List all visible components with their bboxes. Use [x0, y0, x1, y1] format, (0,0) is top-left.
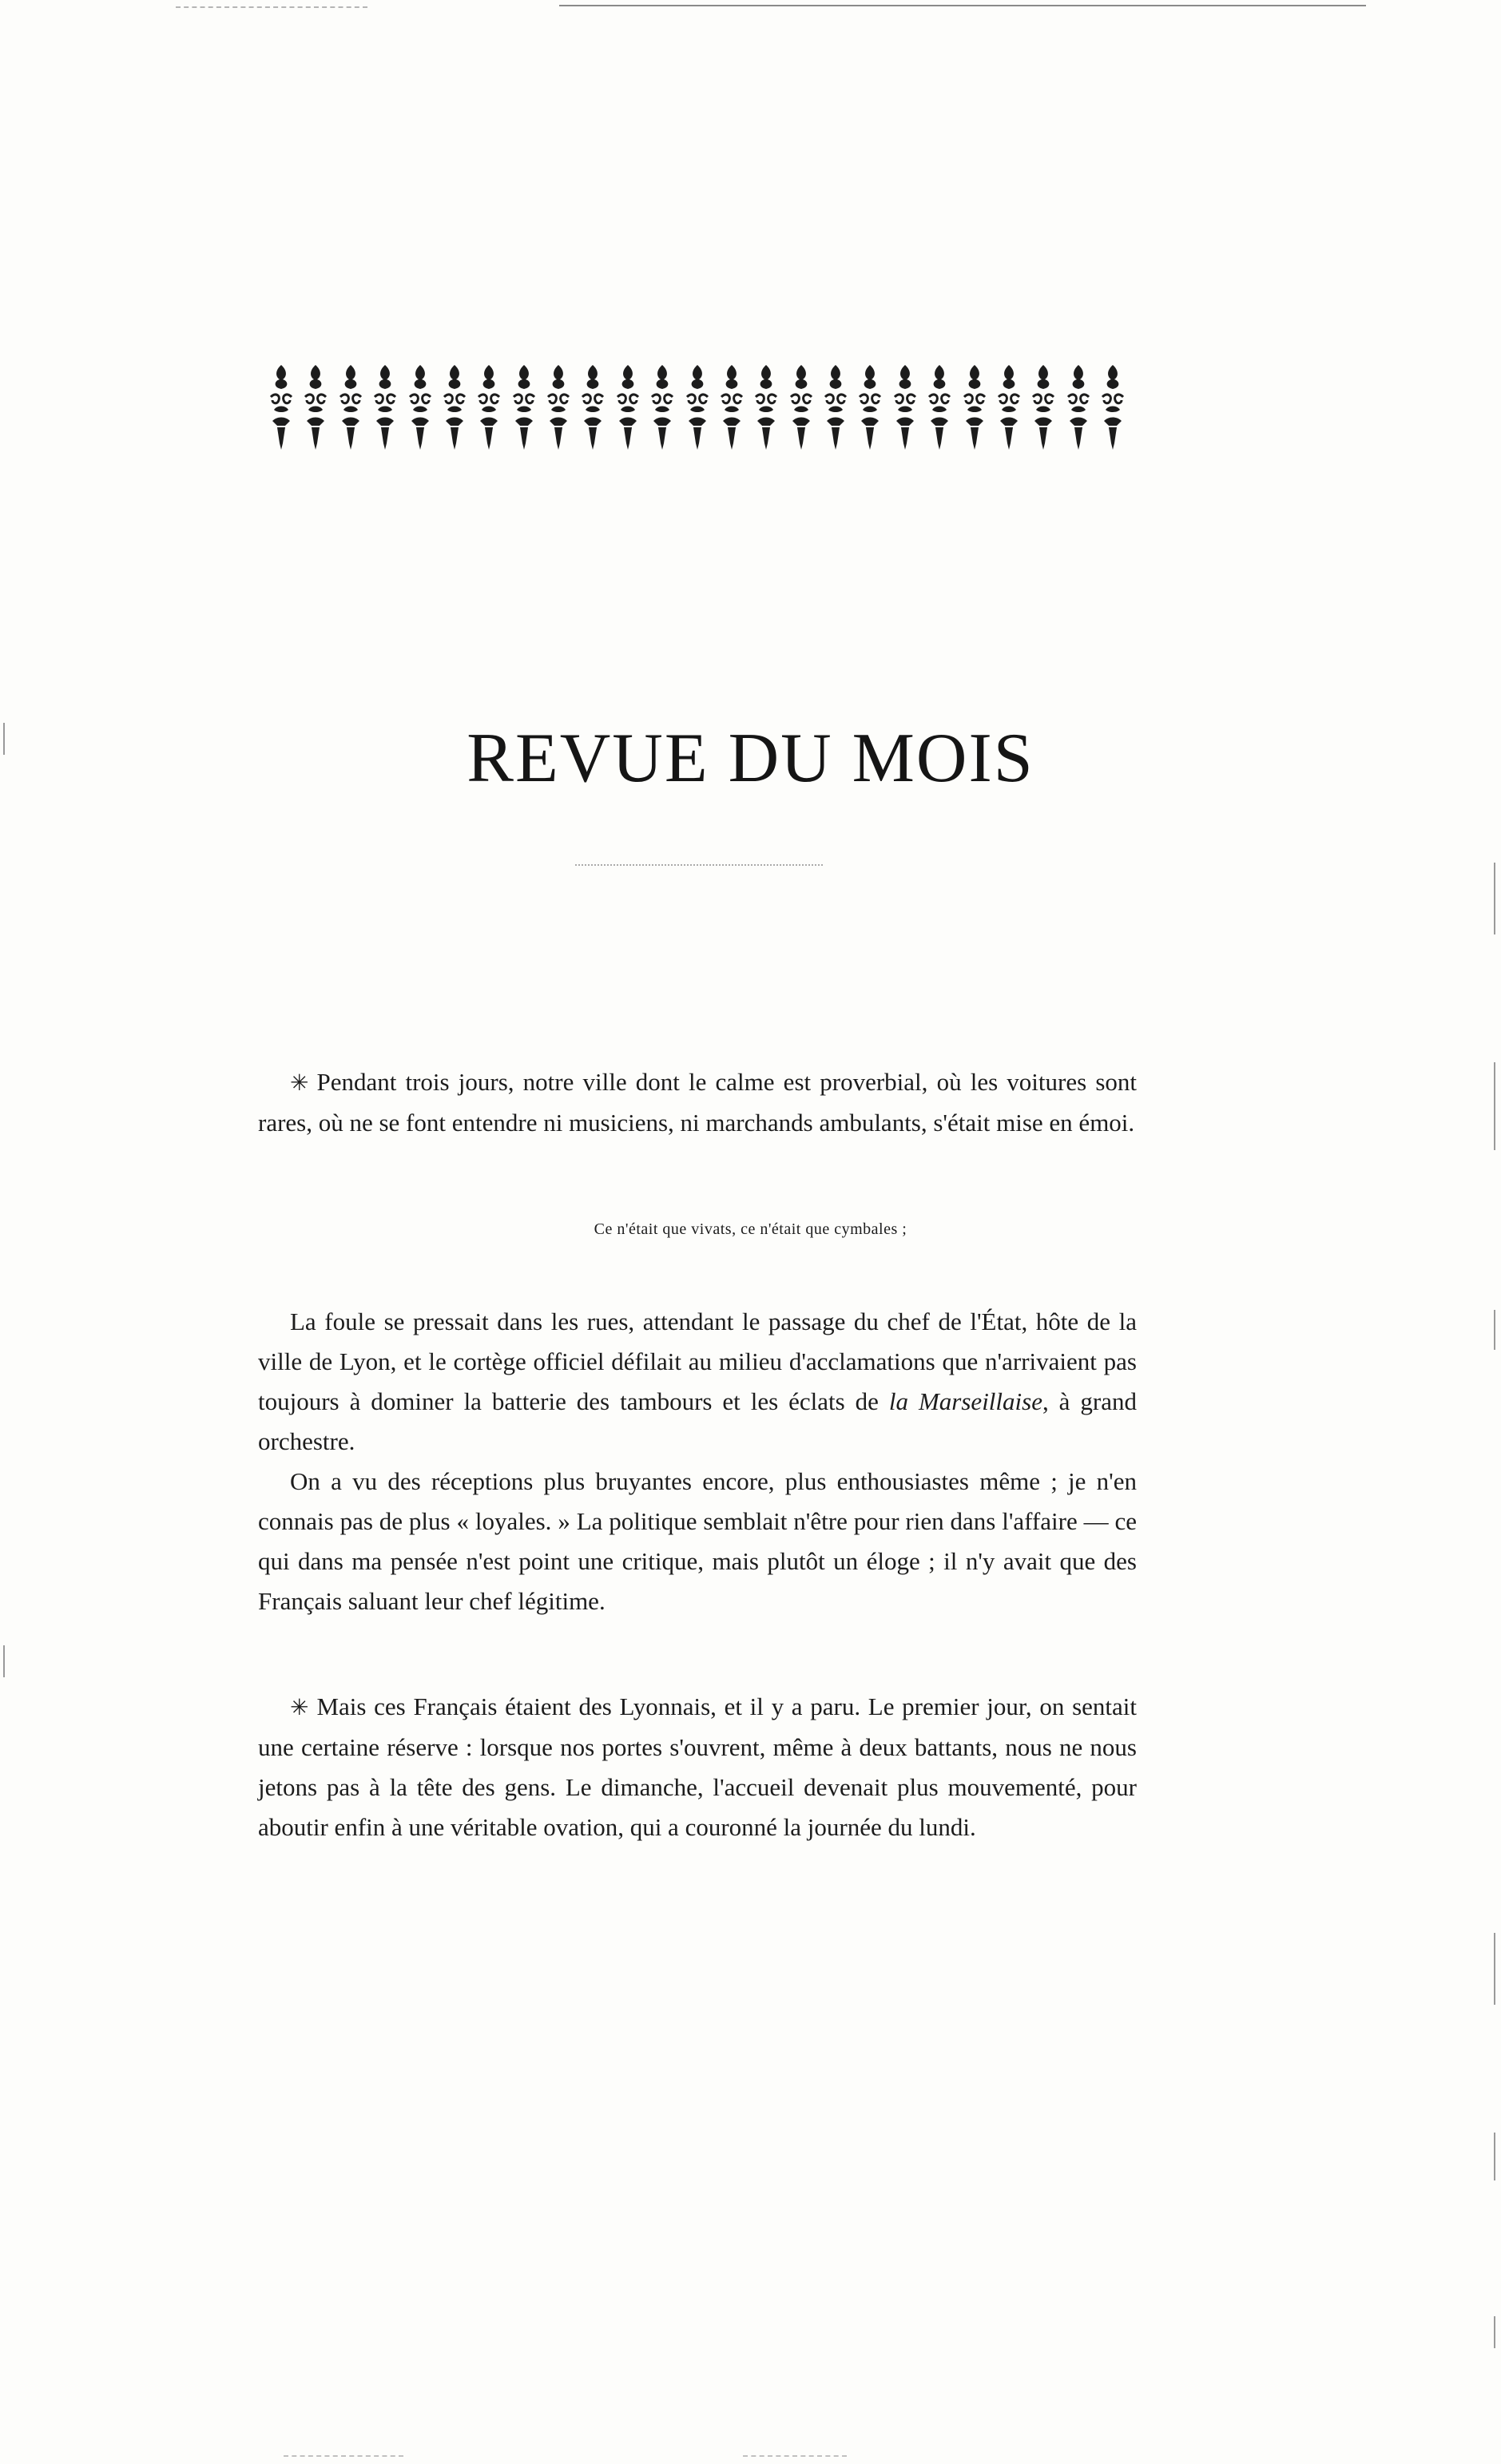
- fleuron-icon: [995, 363, 1023, 451]
- paragraph-4: [258, 1687, 1137, 1847]
- fleuron-icon: [926, 363, 953, 451]
- fleuron-icon: [441, 363, 468, 451]
- paragraph-2-end: , à grand orchestre.: [258, 1387, 1137, 1455]
- scan-edge-right: [1494, 863, 1495, 934]
- fleuron-icon: [856, 363, 884, 451]
- verse-quote: Ce n'était que vivats, ce n'était que cymbales ;: [594, 1220, 907, 1238]
- fleuron-icon: [268, 363, 295, 451]
- fleuron-icon: [1065, 363, 1092, 451]
- asterism-icon: ✳: [290, 1694, 309, 1720]
- paragraph-1: [258, 1062, 1137, 1143]
- fleuron-icon: [822, 363, 849, 451]
- asterism-icon: ✳: [290, 1069, 309, 1096]
- fleuron-icon: [579, 363, 606, 451]
- fleuron-icon: [1030, 363, 1057, 451]
- fleuron-icon: [407, 363, 434, 451]
- scan-edge-right: [1494, 2316, 1495, 2348]
- ornament-band: [268, 363, 1126, 451]
- scan-edge-top: [559, 5, 1366, 6]
- scan-edge-bottom: [284, 2455, 403, 2457]
- scan-edge-right: [1494, 1933, 1495, 2005]
- paragraph-3: On a vu des réceptions plus bruyantes encore, plus enthousiastes même ; je n'en connais pas de plus « loyales. » La politique semblait n'être pour rien dans l'affaire — ce qui dans ma pensée n'est point une critique, mais plutôt un éloge ; il n'y avait que des Français saluant leur chef légitime.: [258, 1467, 1137, 1615]
- fleuron-icon: [510, 363, 538, 451]
- scan-edge-right: [1494, 2133, 1495, 2180]
- paragraph-4-text: Mais ces Français étaient des Lyonnais, et il y a paru. Le premier jour, on sentait une certaine réserve : lorsque nos portes s'ouvrent, même à deux battants, nous ne nous jetons pas à la tête des gens. Le dimanche, l'accueil devenait plus mouvementé, pour aboutir enfin à une véritable ovation, qui a couronné la journée du lundi.: [258, 1692, 1137, 1841]
- scan-edge-right: [1494, 1062, 1495, 1150]
- paragraph-1-text: Pendant trois jours, notre ville dont le calme est proverbial, où les voitures sont rares, où ne se font entendre ni musiciens, ni marchands ambulants, s'était mise en émoi.: [258, 1068, 1137, 1137]
- scan-edge-left: [3, 1645, 5, 1677]
- fleuron-icon: [475, 363, 502, 451]
- fleuron-icon: [614, 363, 641, 451]
- fleuron-icon: [718, 363, 745, 451]
- fleuron-icon: [788, 363, 815, 451]
- fleuron-icon: [684, 363, 711, 451]
- fleuron-icon: [891, 363, 919, 451]
- paragraph-2-text: La foule se pressait dans les rues, attendant le passage du chef de l'État, hôte de la ville de Lyon, et le cortège officiel défilait au milieu d'acclamations que n'arrivaient pas toujours à dominer la batterie des tambours et les éclats de: [258, 1307, 1137, 1415]
- fleuron-icon: [649, 363, 676, 451]
- page-title: REVUE DU MOIS: [467, 719, 1034, 797]
- fleuron-icon: [1099, 363, 1126, 451]
- paragraph-2: [258, 1302, 1137, 1462]
- fleuron-icon: [371, 363, 399, 451]
- fleuron-icon: [337, 363, 364, 451]
- fleuron-icon: [302, 363, 329, 451]
- fleuron-icon: [545, 363, 572, 451]
- scan-edge-bottom: [743, 2455, 847, 2457]
- title-divider: [575, 864, 823, 866]
- scan-edge-right: [1494, 1310, 1495, 1350]
- paragraph-2-italic: la Marseillaise: [888, 1387, 1042, 1415]
- scan-edge-dash: [176, 6, 367, 8]
- fleuron-icon: [961, 363, 988, 451]
- fleuron-icon: [752, 363, 780, 451]
